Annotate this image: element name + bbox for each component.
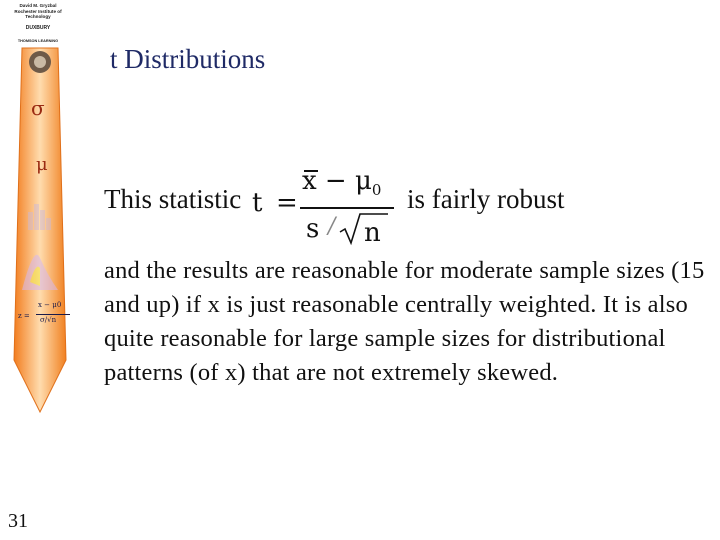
formula-numerator-subscript: 0 xyxy=(371,181,382,199)
credit-institution: Rochester Institute of Technology xyxy=(14,9,62,19)
sidebar-tie-banner xyxy=(0,0,80,540)
formula-lhs: t xyxy=(252,188,263,218)
slide-title: t Distributions xyxy=(110,44,266,74)
formula-denominator-n: n xyxy=(364,218,381,246)
z-label: z = xyxy=(18,312,30,320)
sigma-icon: σ xyxy=(31,96,45,120)
sqrt-icon xyxy=(338,212,388,246)
statement-suffix: is fairly robust xyxy=(407,184,565,214)
z-formula xyxy=(18,300,72,334)
credit-author: David M. Gryzbal xyxy=(19,3,57,8)
formula-numerator-text: x − μ xyxy=(302,166,372,196)
statement-prefix: This statistic xyxy=(104,184,242,214)
formula-numerator xyxy=(302,166,382,199)
credit-publisher-sub: THOMSON LEARNING xyxy=(17,39,59,43)
z-denominator: σ/√n xyxy=(40,316,57,324)
z-numerator: x − μ0 xyxy=(38,301,62,309)
formula-fraction-bar xyxy=(300,207,394,209)
formula-equals: = xyxy=(276,188,298,218)
body-paragraph: and the results are reasonable for moderate sample sizes (15 and up) if x is just reasonable centrally weighted. It is also quite reasonable for large sample sizes for distributional patterns (of x) that are not extremely skewed. xyxy=(104,257,705,386)
formula-denominator-s: s xyxy=(306,214,320,244)
z-fraction-bar xyxy=(36,314,70,315)
x-bar-overline xyxy=(304,170,318,172)
mu-icon: μ xyxy=(36,154,48,175)
tie-graphic xyxy=(0,0,80,420)
page-number: 31 xyxy=(8,510,28,532)
credit-publisher: DUXBURY xyxy=(25,25,51,31)
t-statistic-formula xyxy=(248,158,398,250)
formula-slash: / xyxy=(328,214,336,239)
